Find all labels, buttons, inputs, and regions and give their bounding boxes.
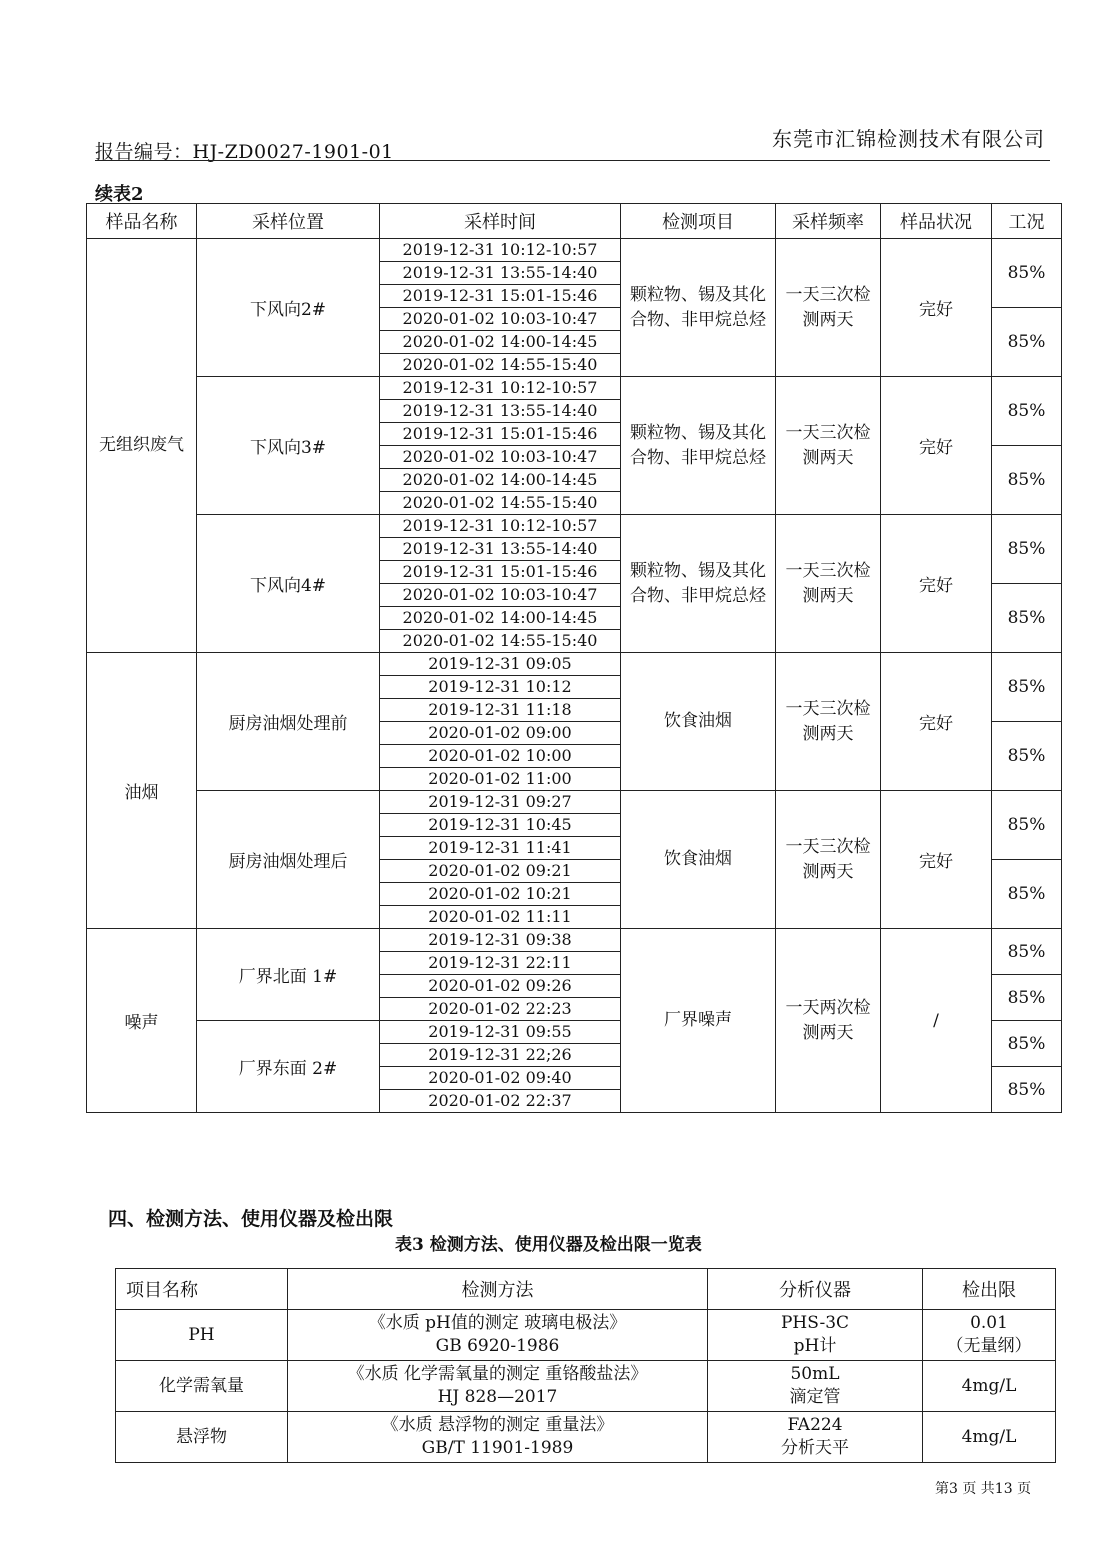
location-cell: 下风向2# (197, 239, 380, 377)
frequency-cell: 一天三次检测两天 (776, 653, 881, 791)
continued-table-title: 续表2 (95, 184, 144, 205)
time-cell: 2019-12-31 10:12-10:57 (380, 239, 621, 262)
header-cell: 项目名称 (116, 1269, 288, 1310)
location-cell: 厂界北面 1# (197, 929, 380, 1021)
time-cell: 2019-12-31 22;26 (380, 1044, 621, 1067)
frequency-cell: 一天三次检测两天 (776, 515, 881, 653)
time-cell: 2020-01-02 10:00 (380, 745, 621, 768)
time-cell: 2020-01-02 10:03-10:47 (380, 446, 621, 469)
sampling-table (86, 203, 1062, 1113)
condition-cell: 85% (992, 1021, 1062, 1067)
instrument-cell (708, 1412, 923, 1463)
sample-name-cell: 无组织废气 (87, 239, 197, 653)
time-cell: 2019-12-31 15:01-15:46 (380, 423, 621, 446)
time-cell: 2019-12-31 15:01-15:46 (380, 561, 621, 584)
header-cell: 工况 (992, 204, 1062, 239)
report-number: 报告编号：HJ-ZD0027-1901-01 (95, 141, 394, 163)
test-item-cell: 饮食油烟 (621, 791, 776, 929)
item-name-cell: 化学需氧量 (116, 1361, 288, 1412)
limit-value: 4mg/L (961, 1426, 1017, 1447)
condition-cell: 85% (992, 515, 1062, 584)
condition-cell: 85% (992, 308, 1062, 377)
header-divider (95, 160, 1050, 161)
location-cell: 下风向4# (197, 515, 380, 653)
instrument-cell (708, 1310, 923, 1361)
location-cell: 下风向3# (197, 377, 380, 515)
condition-cell: 85% (992, 722, 1062, 791)
table-caption: 表3 检测方法、使用仪器及检出限一览表 (395, 1235, 702, 1255)
time-cell: 2019-12-31 15:01-15:46 (380, 285, 621, 308)
status-cell: 完好 (881, 239, 992, 377)
test-item-cell: 颗粒物、锡及其化合物、非甲烷总烃 (621, 239, 776, 377)
method-table (115, 1268, 1056, 1463)
time-cell: 2019-12-31 09:55 (380, 1021, 621, 1044)
time-cell: 2020-01-02 10:03-10:47 (380, 584, 621, 607)
table-row (87, 929, 1062, 952)
instrument-cell (708, 1361, 923, 1412)
condition-cell: 85% (992, 860, 1062, 929)
sample-name-cell: 噪声 (87, 929, 197, 1113)
limit-cell (923, 1310, 1056, 1361)
test-item-cell: 颗粒物、锡及其化合物、非甲烷总烃 (621, 377, 776, 515)
limit-value: 4mg/L (961, 1375, 1017, 1396)
instrument-model: PHS-3C (780, 1313, 850, 1333)
time-cell: 2020-01-02 22:23 (380, 998, 621, 1021)
time-cell: 2020-01-02 14:00-14:45 (380, 469, 621, 492)
table-header-row (87, 204, 1062, 239)
location-cell: 厨房油烟处理后 (197, 791, 380, 929)
time-cell: 2020-01-02 09:21 (380, 860, 621, 883)
table-row (87, 653, 1062, 676)
time-cell: 2020-01-02 14:00-14:45 (380, 331, 621, 354)
instrument-model: FA224 (787, 1415, 843, 1435)
item-name-cell: PH (116, 1310, 288, 1361)
limit-value: 0.01 (970, 1313, 1008, 1333)
header-cell: 分析仪器 (708, 1269, 923, 1310)
item-name-cell: 悬浮物 (116, 1412, 288, 1463)
condition-cell: 85% (992, 377, 1062, 446)
time-cell: 2020-01-02 14:55-15:40 (380, 354, 621, 377)
method-standard: GB 6920-1986 (435, 1336, 560, 1356)
status-cell: 完好 (881, 515, 992, 653)
time-cell: 2019-12-31 11:41 (380, 837, 621, 860)
time-cell: 2019-12-31 22:11 (380, 952, 621, 975)
time-cell: 2019-12-31 13:55-14:40 (380, 400, 621, 423)
condition-cell: 85% (992, 239, 1062, 308)
header-cell: 样品状况 (881, 204, 992, 239)
condition-cell: 85% (992, 653, 1062, 722)
time-cell: 2020-01-02 09:00 (380, 722, 621, 745)
condition-cell: 85% (992, 975, 1062, 1021)
frequency-cell: 一天三次检测两天 (776, 791, 881, 929)
time-cell: 2019-12-31 10:12-10:57 (380, 377, 621, 400)
frequency-cell: 一天三次检测两天 (776, 239, 881, 377)
status-cell: 完好 (881, 653, 992, 791)
table-row (87, 377, 1062, 400)
method-text: 《水质 悬浮物的测定 重量法》 (381, 1415, 614, 1435)
status-cell: 完好 (881, 791, 992, 929)
time-cell: 2019-12-31 09:27 (380, 791, 621, 814)
instrument-name: 滴定管 (789, 1387, 841, 1407)
test-item-cell: 饮食油烟 (621, 653, 776, 791)
test-item-cell: 颗粒物、锡及其化合物、非甲烷总烃 (621, 515, 776, 653)
time-cell: 2019-12-31 13:55-14:40 (380, 262, 621, 285)
time-cell: 2019-12-31 10:45 (380, 814, 621, 837)
limit-unit: （无量纲） (946, 1336, 1032, 1356)
method-text: 《水质 pH值的测定 玻璃电极法》 (368, 1313, 627, 1333)
time-cell: 2020-01-02 09:26 (380, 975, 621, 998)
header-cell: 采样位置 (197, 204, 380, 239)
time-cell: 2019-12-31 09:38 (380, 929, 621, 952)
time-cell: 2019-12-31 09:05 (380, 653, 621, 676)
header-cell: 采样时间 (380, 204, 621, 239)
time-cell: 2019-12-31 10:12 (380, 676, 621, 699)
condition-cell: 85% (992, 929, 1062, 975)
limit-cell (923, 1412, 1056, 1463)
table-row (116, 1412, 1056, 1463)
frequency-cell: 一天两次检测两天 (776, 929, 881, 1113)
location-cell: 厨房油烟处理前 (197, 653, 380, 791)
time-cell: 2020-01-02 11:00 (380, 768, 621, 791)
time-cell: 2020-01-02 11:11 (380, 906, 621, 929)
method-cell (288, 1361, 708, 1412)
header-cell: 检测方法 (288, 1269, 708, 1310)
time-cell: 2020-01-02 22:37 (380, 1090, 621, 1113)
table-header-row (116, 1269, 1056, 1310)
method-standard: HJ 828—2017 (437, 1387, 558, 1407)
location-cell: 厂界东面 2# (197, 1021, 380, 1113)
table-row (87, 515, 1062, 538)
instrument-model: 50mL (790, 1364, 840, 1384)
sample-name-cell: 油烟 (87, 653, 197, 929)
time-cell: 2020-01-02 14:00-14:45 (380, 607, 621, 630)
time-cell: 2019-12-31 10:12-10:57 (380, 515, 621, 538)
method-cell (288, 1412, 708, 1463)
table-row (116, 1361, 1056, 1412)
section-title: 四、检测方法、使用仪器及检出限 (108, 1208, 394, 1230)
time-cell: 2020-01-02 09:40 (380, 1067, 621, 1090)
method-text: 《水质 化学需氧量的测定 重铬酸盐法》 (347, 1364, 648, 1384)
header-cell: 采样频率 (776, 204, 881, 239)
instrument-name: 分析天平 (781, 1438, 849, 1458)
time-cell: 2020-01-02 10:03-10:47 (380, 308, 621, 331)
instrument-name: pH计 (793, 1336, 837, 1356)
table-row (87, 791, 1062, 814)
header-cell: 检测项目 (621, 204, 776, 239)
limit-cell (923, 1361, 1056, 1412)
page-number: 第3 页 共13 页 (935, 1481, 1032, 1497)
test-item-cell: 厂界噪声 (621, 929, 776, 1113)
time-cell: 2020-01-02 14:55-15:40 (380, 492, 621, 515)
company-name: 东莞市汇锦检测技术有限公司 (772, 127, 1045, 151)
condition-cell: 85% (992, 446, 1062, 515)
method-standard: GB/T 11901-1989 (421, 1438, 574, 1458)
condition-cell: 85% (992, 791, 1062, 860)
time-cell: 2020-01-02 10:21 (380, 883, 621, 906)
method-cell (288, 1310, 708, 1361)
condition-cell: 85% (992, 1067, 1062, 1113)
time-cell: 2019-12-31 13:55-14:40 (380, 538, 621, 561)
time-cell: 2020-01-02 14:55-15:40 (380, 630, 621, 653)
header-cell: 样品名称 (87, 204, 197, 239)
time-cell: 2019-12-31 11:18 (380, 699, 621, 722)
condition-cell: 85% (992, 584, 1062, 653)
status-cell: 完好 (881, 377, 992, 515)
frequency-cell: 一天三次检测两天 (776, 377, 881, 515)
status-cell: / (881, 929, 992, 1113)
header-cell: 检出限 (923, 1269, 1056, 1310)
table-row (116, 1310, 1056, 1361)
table-row (87, 239, 1062, 262)
